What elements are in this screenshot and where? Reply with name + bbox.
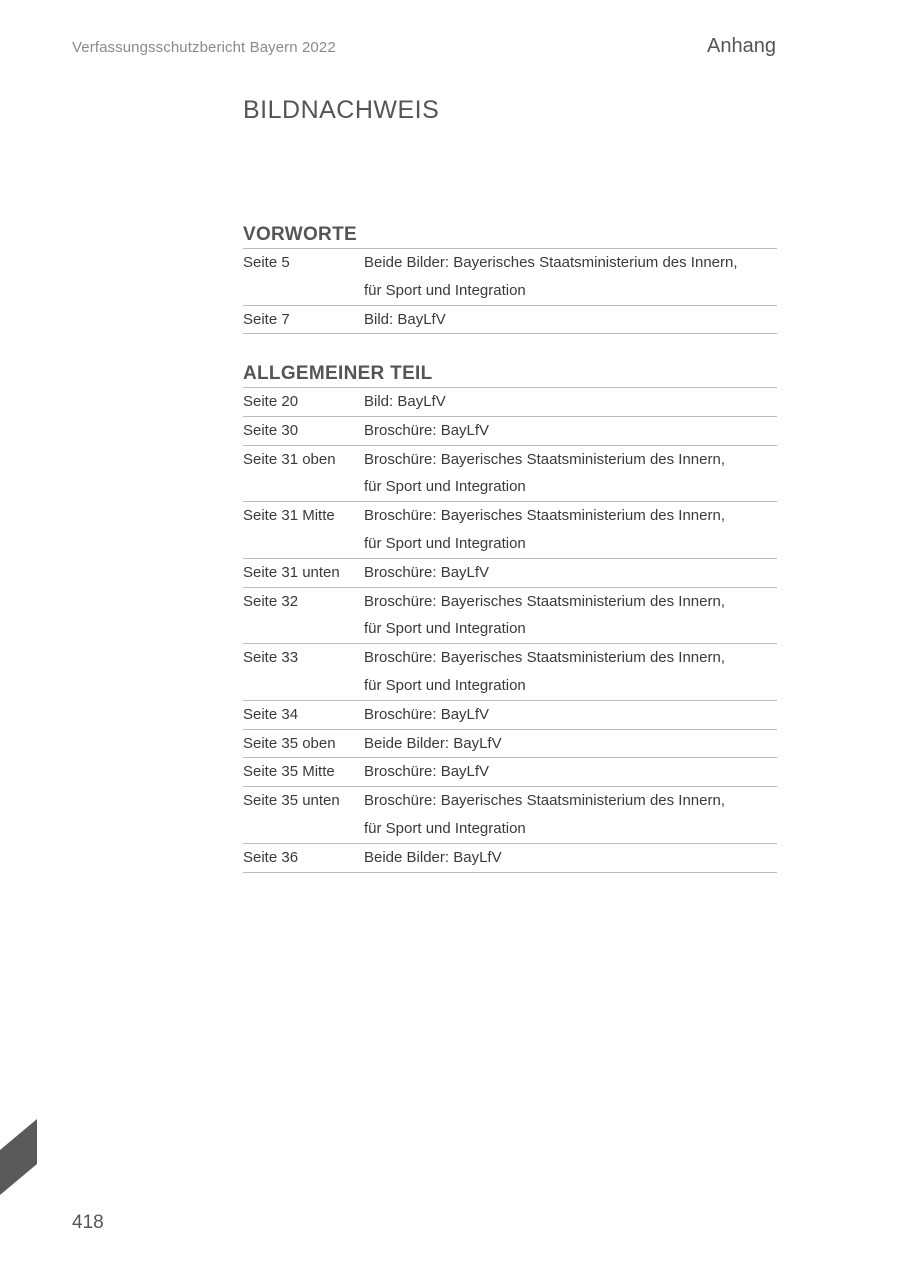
page-reference [243, 787, 364, 843]
image-credit-line: Broschüre: BayLfV [364, 763, 490, 781]
image-credit [364, 787, 777, 843]
image-credit [364, 588, 777, 644]
page-title: BILDNACHWEIS [243, 96, 440, 124]
page-reference-text: Seite 34 [243, 705, 299, 723]
image-credit-line: Broschüre: BayLfV [364, 421, 490, 439]
section-allgemeiner-teil [243, 361, 777, 873]
credit-row [243, 249, 777, 306]
credit-row [243, 730, 777, 759]
credit-row [243, 644, 777, 701]
image-credit [364, 730, 777, 758]
image-credit [364, 306, 777, 334]
image-credit [364, 388, 777, 416]
image-credit-line: Broschüre: Bayerisches Staatsministerium des Innern, [364, 592, 725, 610]
page-reference-text: Seite 35 oben [243, 734, 336, 752]
credit-row [243, 388, 777, 417]
credit-row [243, 559, 777, 588]
image-credit-line: Beide Bilder: Bayerisches Staatsministerium des Innern, [364, 254, 738, 271]
image-credit-line: Bild: BayLfV [364, 310, 446, 328]
image-credit [364, 644, 777, 700]
page-reference [243, 644, 364, 700]
image-credit-line: Broschüre: Bayerisches Staatsministerium des Innern, [364, 649, 725, 667]
image-credit-line: für Sport und Integration [364, 620, 526, 638]
credit-row [243, 844, 777, 873]
section-heading: ALLGEMEINER TEIL [243, 361, 777, 388]
credit-list [243, 388, 777, 873]
image-credit [364, 417, 777, 445]
image-credit-line: Broschüre: Bayerisches Staatsministerium des Innern, [364, 507, 725, 525]
image-credit [364, 249, 777, 305]
credit-row [243, 588, 777, 645]
page-reference [243, 306, 364, 334]
image-credit-line: Broschüre: Bayerisches Staatsministerium des Innern, [364, 450, 725, 468]
image-credit [364, 559, 777, 587]
credit-row [243, 502, 777, 559]
credit-row [243, 417, 777, 446]
page-reference-text: Seite 32 [243, 592, 299, 610]
page-reference-text: Seite 33 [243, 649, 299, 667]
image-credit-line: für Sport und Integration [364, 676, 526, 694]
page-reference [243, 249, 364, 305]
credit-row [243, 787, 777, 844]
page-reference [243, 701, 364, 729]
image-credit-line: Broschüre: Bayerisches Staatsministerium des Innern, [364, 792, 725, 810]
credit-row [243, 701, 777, 730]
running-header-section: Anhang [707, 35, 776, 57]
section-heading: VORWORTE [243, 222, 777, 249]
image-credit-line: für Sport und Integration [364, 534, 526, 552]
page-reference-text: Seite 35 unten [243, 792, 340, 810]
page-reference [243, 758, 364, 786]
page-reference [243, 417, 364, 445]
section-vorworte [243, 222, 777, 334]
image-credit-line: Bild: BayLfV [364, 393, 446, 410]
image-credit-line: Beide Bilder: BayLfV [364, 848, 502, 866]
image-credit-line: für Sport und Integration [364, 819, 526, 837]
page-reference-text: Seite 36 [243, 848, 299, 866]
page-reference [243, 559, 364, 587]
page-reference-text: Seite 20 [243, 393, 299, 410]
page-reference-text: Seite 30 [243, 421, 299, 439]
page-reference-text: Seite 5 [243, 254, 290, 271]
running-header-publication: Verfassungsschutzbericht Bayern 2022 [72, 39, 336, 56]
page-reference [243, 588, 364, 644]
page-reference-text: Seite 35 Mitte [243, 763, 335, 781]
page-reference-text: Seite 31 unten [243, 563, 340, 581]
image-credit [364, 502, 777, 558]
image-credit-line: für Sport und Integration [364, 281, 526, 299]
image-credit [364, 446, 777, 502]
page-number: 418 [72, 1212, 104, 1233]
credit-list [243, 249, 777, 334]
page-reference [243, 446, 364, 502]
corner-tab-graphic [0, 1119, 37, 1195]
page-reference [243, 388, 364, 416]
image-credit [364, 701, 777, 729]
credit-row [243, 306, 777, 335]
page-reference-text: Seite 7 [243, 310, 290, 328]
page-reference-text: Seite 31 oben [243, 450, 336, 468]
image-credit-line: Broschüre: BayLfV [364, 563, 490, 581]
page-reference [243, 502, 364, 558]
page-reference [243, 730, 364, 758]
image-credit-line: Beide Bilder: BayLfV [364, 734, 502, 752]
image-credit-line: für Sport und Integration [364, 478, 526, 496]
image-credit [364, 844, 777, 872]
image-credit [364, 758, 777, 786]
credit-row [243, 446, 777, 503]
image-credit-line: Broschüre: BayLfV [364, 705, 490, 723]
credit-row [243, 758, 777, 787]
page-reference-text: Seite 31 Mitte [243, 507, 335, 525]
page-reference [243, 844, 364, 872]
